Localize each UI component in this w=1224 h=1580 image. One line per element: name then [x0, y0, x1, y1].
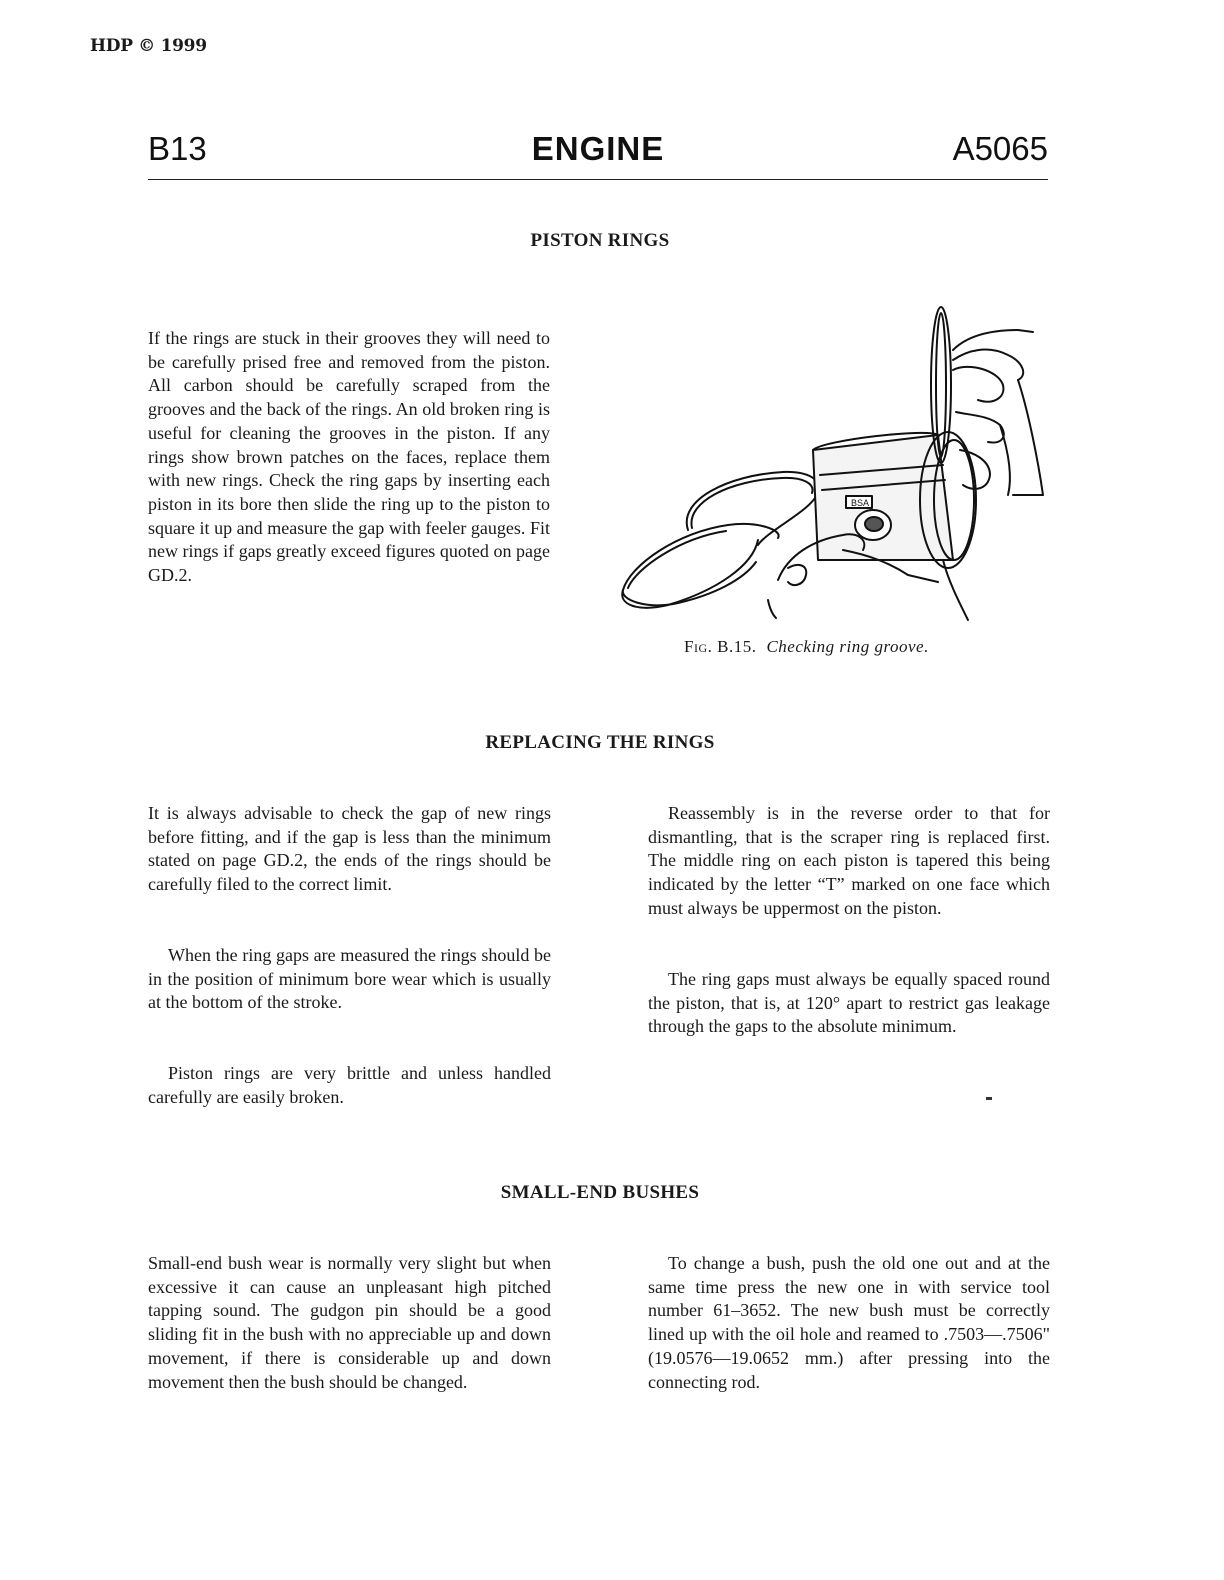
section-code: B13 — [148, 130, 207, 167]
fitted-ring-drawing — [931, 307, 951, 463]
loose-rings-drawing — [622, 472, 819, 608]
replacing-right-paragraph-1: Reassembly is in the reverse order to that for dismantling, that is the scraper ring is replaced first. The middle ring on each piston is tapered this being indicated by the letter “T” marked on one face which must always be uppermost on the piston. — [648, 803, 1050, 918]
header-rule — [148, 179, 1048, 180]
figure-caption-text: Checking ring groove. — [766, 637, 929, 656]
copyright-notice: HDP © 1999 — [90, 36, 207, 56]
figure-caption — [684, 637, 929, 657]
replacing-left-paragraph-2: When the ring gaps are measured the rings should be in the position of minimum bore wear which is usually at the bottom of the stroke. — [148, 945, 551, 1013]
small-end-right-paragraph: To change a bush, push the old one out and at the same time press the new one in with service tool number 61–3652. The new bush must be correctly lined up with the oil hole and reamed to .7503—.7506" (19.0576—19.0652 mm.) after pressing into the connecting rod. — [648, 1253, 1050, 1392]
ring-groove-illustration — [608, 300, 1048, 630]
piston-rings-heading: PISTON RINGS — [530, 230, 670, 251]
page-header — [148, 126, 1048, 176]
replacing-left-paragraph-1: It is always advisable to check the gap of new rings before fitting, and if the gap is less than the minimum stated on page GD.2, the ends of the rings should be carefully filed to the correct limit. — [148, 803, 551, 895]
part-number: A5065 — [952, 130, 1048, 167]
piston-drawing — [813, 432, 976, 568]
replacing-right-paragraph-2: The ring gaps must always be equally spaced round the piston, that is, at 120° apart to restrict gas leakage through the gaps to the absolute minimum. — [648, 969, 1050, 1037]
replacing-rings-heading: REPLACING THE RINGS — [485, 732, 715, 753]
replacing-left-paragraph-3: Piston rings are very brittle and unless handled carefully are easily broken. — [148, 1063, 551, 1107]
print-speck — [986, 1097, 992, 1100]
piston-marking: BSA — [851, 498, 870, 508]
figure-label: Fig. B.15. — [684, 637, 757, 656]
chapter-title: ENGINE — [531, 130, 665, 167]
small-end-left-paragraph: Small-end bush wear is normally very slight but when excessive it can cause an unpleasant high pitched tapping sound. The gudgon pin should be a good sliding fit in the bush with no appreciable up and down movement, if there is considerable up and down movement then the bush should be changed. — [148, 1253, 551, 1392]
piston-rings-paragraph: If the rings are stuck in their grooves they will need to be carefully prised free and removed from the piston. All carbon should be carefully scraped from the grooves and the back of the rings. An old broken ring is useful for cleaning the grooves in the piston. If any rings show brown patches on the faces, replace them with new rings. Check the ring gaps by inserting each piston in its bore then slide the ring up to the piston to square it up and measure the gap with feeler gauges. Fit new rings if gaps greatly exceed figures quoted on page GD.2. — [148, 328, 550, 586]
upper-hand-drawing — [953, 330, 1043, 495]
small-end-bushes-heading: SMALL-END BUSHES — [500, 1182, 700, 1203]
